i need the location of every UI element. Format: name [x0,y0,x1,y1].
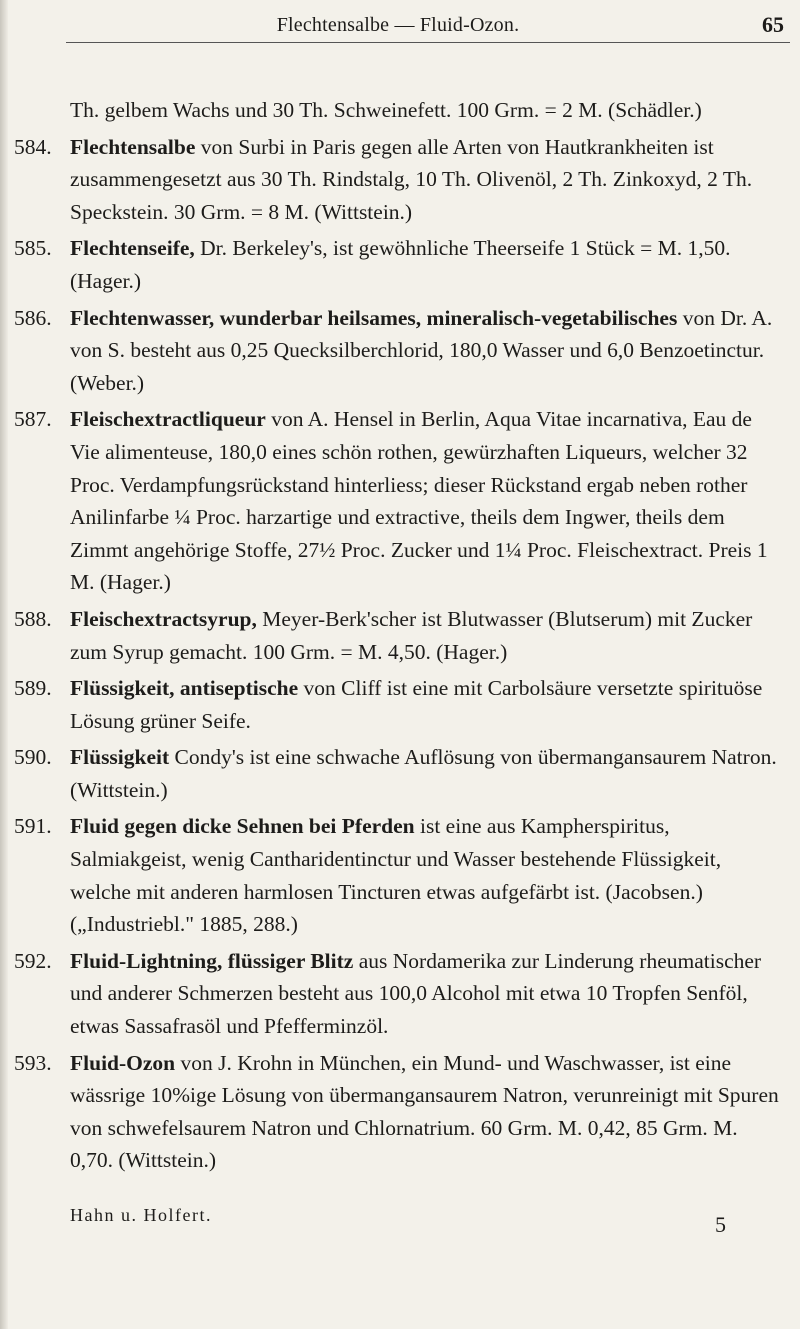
entry-text: Dr. Berkeley's, ist gewöhnliche Theerseife 1 Stück = M. 1,50. (Hager.) [70,236,731,293]
entry-text: Th. gelbem Wachs und 30 Th. Schweinefett. 100 Grm. = 2 M. (Schädler.) [70,98,702,122]
entry-headword: Flüssigkeit [70,745,170,770]
entry-text: Condy's ist eine schwache Auflösung von übermangansaurem Natron. (Wittstein.) [70,745,777,802]
entry-headword: Fleischextractsyrup, [70,606,257,631]
entry-text: Meyer-Berk'scher ist Blutwasser (Blutserum) mit Zucker zum Syrup gemacht. 100 Grm. = M. 4,50. (Hager.) [70,606,753,664]
entry-text: aus Nordamerika zur Linderung rheumatischer und anderer Schmerzen besteht aus 100,0 Alcohol mit etwa 10 Tropfen Senföl, etwas Sassafrasöl und Pfefferminzöl. [70,948,762,1039]
page-header [66,8,790,43]
entry-588 [14,603,784,668]
entry-headword: Flechtenseife, [70,236,195,261]
entry-590 [14,741,784,806]
entry-number: 591. [14,814,52,839]
entry-number: 590. [14,745,52,770]
page-edge-shadow [0,0,8,1329]
entry-headword: Fluid-Ozon [70,1050,176,1075]
entry-headword: Fluid gegen dicke Sehnen bei Pferden [70,814,415,839]
entry-number: 593. [14,1050,52,1075]
printer-imprint: Hahn u. Holfert. [70,1205,212,1225]
page-number: 65 [762,12,784,37]
running-title: Flechtensalbe — Fluid-Ozon. [276,14,520,36]
entry-number: 586. [14,305,52,330]
entry-text: von Dr. A. von S. besteht aus 0,25 Quecksilberchlorid, 180,0 Wasser und 6,0 Benzoetinctur. (Weber.) [70,305,773,395]
entry-number: 592. [14,948,52,973]
entry-number: 584. [14,134,52,159]
entry-headword: Fleischextractliqueur [70,407,266,432]
entry-text: von A. Hensel in Berlin, Aqua Vitae incarnativa, Eau de Vie alimenteuse, 180,0 eines schön rothen, gewürzhaften Liqueurs, welcher 32 Proc. Verdampfungsrückstand hinterliess; dieser Rückstand ergab neben rother Anilinfarbe ¼ Proc. harzartige und extractive, theils dem Ingwer, theils dem Zimmt angehörige Stoffe, 27½ Proc. Zucker und 1¼ Proc. Fleischextract. Preis 1 M. (Hager.) [70,407,768,595]
entry-text: von Surbi in Paris gegen alle Arten von Hautkrankheiten ist zusammengesetzt aus 30 Th. Rindstalg, 10 Th. Olivenöl, 2 Th. Zinkoxyd, 2 Th. Speckstein. 30 Grm. = 8 M. (Wittstein.) [70,134,753,224]
entry-589 [14,672,784,737]
entry-584 [14,131,784,229]
entry-continuation [14,94,784,127]
entry-text: ist eine aus Kampherspiritus, Salmiakgeist, wenig Cantharidentinctur und Wasser bestehende Flüssigkeit, welche mit anderen harmlosen Tincturen etwas aufgefärbt ist. (Jacobsen.) („Industriebl." 1885, 288.) [70,814,722,937]
entry-headword: Flüssigkeit, antiseptische [70,676,299,701]
entry-headword: Flechtensalbe [70,134,196,159]
entry-list [14,94,784,1181]
signature-mark: 5 [715,1212,726,1237]
entry-593 [14,1047,784,1177]
entry-text: von J. Krohn in München, ein Mund- und Waschwasser, ist eine wässrige 10%ige Lösung von übermangansaurem Natron, verunreinigt mit Spuren von schwefelsaurem Natron und Chlornatrium. 60 Grm. M. 0,42, 85 Grm. M. 0,70. (Wittstein.) [70,1050,779,1173]
entry-592 [14,945,784,1043]
entry-586 [14,302,784,400]
entry-591 [14,810,784,940]
entry-headword: Fluid-Lightning, flüssiger Blitz [70,948,354,973]
entry-text: von Cliff ist eine mit Carbolsäure versetzte spirituöse Lösung grüner Seife. [70,676,763,733]
entry-number: 588. [14,606,52,631]
entry-587 [14,403,784,599]
entry-number: 587. [14,407,52,432]
entry-headword: Flechtenwasser, wunderbar heilsames, mineralisch-vegetabilisches [70,305,678,330]
entry-585 [14,232,784,297]
entry-number: 585. [14,236,52,261]
entry-number: 589. [14,676,52,701]
